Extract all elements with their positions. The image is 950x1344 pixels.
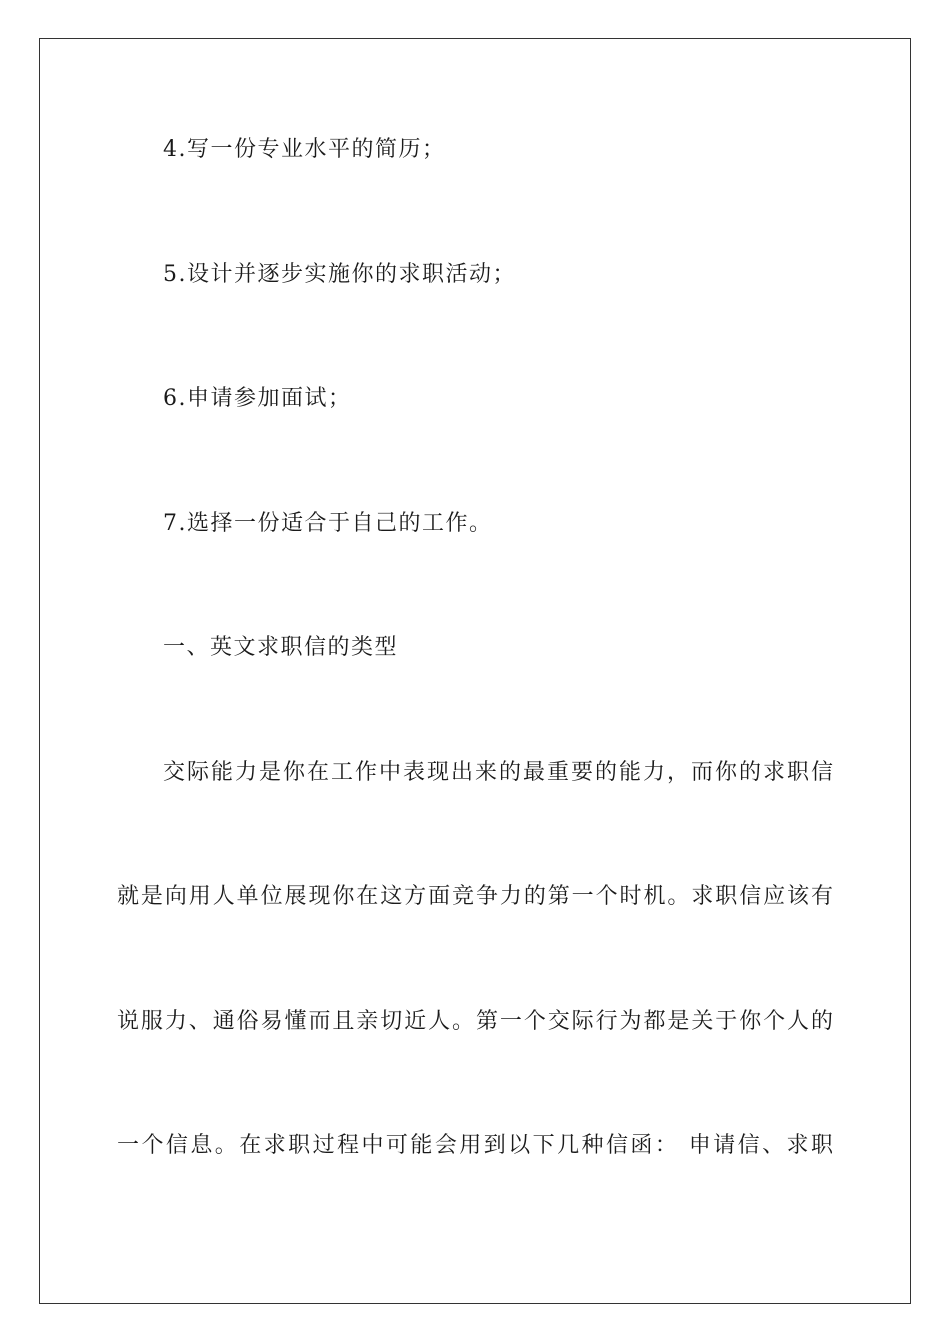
list-item-6: 6.申请参加面试；	[163, 386, 352, 411]
paragraph-line-2: 就是向用人单位展现你在这方面竞争力的第一个时机。求职信应该有	[117, 884, 833, 909]
paragraph-line-1: 交际能力是你在工作中表现出来的最重要的能力，而你的求职信	[163, 760, 833, 785]
list-item-5: 5.设计并逐步实施你的求职活动；	[163, 262, 516, 287]
list-item-7: 7.选择一份适合于自己的工作。	[163, 511, 493, 536]
page-frame	[39, 38, 911, 1304]
paragraph-line-3: 说服力、通俗易懂而且亲切近人。第一个交际行为都是关于你个人的	[117, 1009, 833, 1034]
list-item-4: 4.写一份专业水平的简历；	[163, 137, 446, 162]
section-heading: 一、英文求职信的类型	[163, 635, 399, 660]
paragraph-line-4: 一个信息。在求职过程中可能会用到以下几种信函： 申请信、求职	[117, 1133, 833, 1158]
